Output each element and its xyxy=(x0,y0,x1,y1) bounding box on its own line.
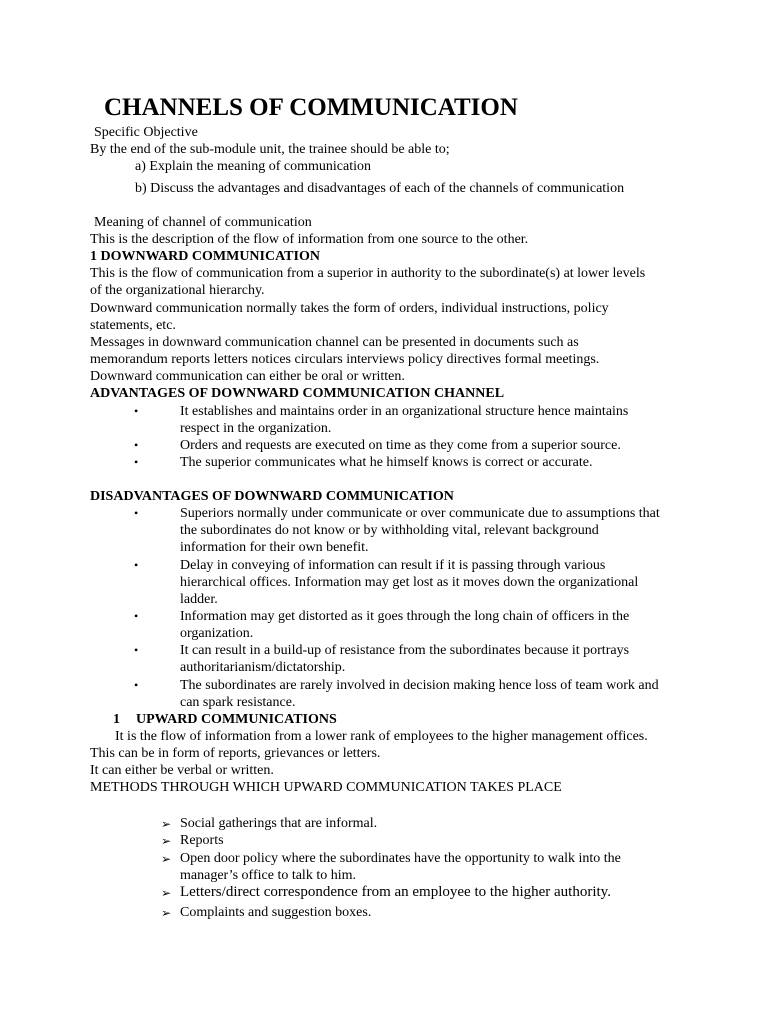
disadvantage-line: can spark resistance. xyxy=(180,695,296,710)
method-line: Complaints and suggestion boxes. xyxy=(180,905,372,920)
disadvantage-line: It can result in a build-up of resistance from the subordinates because it portrays xyxy=(180,643,630,658)
disadvantage-line: Delay in conveying of information can result if it is passing through various xyxy=(180,558,606,573)
meaning-text: This is the description of the flow of information from one source to the other. xyxy=(90,232,529,247)
bullet-icon: • xyxy=(134,506,139,520)
upward-line: It is the flow of information from a lower rank of employees to the higher management offices. xyxy=(115,729,648,744)
upward-line: It can either be verbal or written. xyxy=(90,763,274,778)
advantage-line: Orders and requests are executed on time as they come from a superior source. xyxy=(180,438,621,453)
bullet-icon: • xyxy=(134,558,139,572)
objective-item: a) Explain the meaning of communication xyxy=(135,159,371,174)
disadvantage-line: authoritarianism/dictatorship. xyxy=(180,660,346,675)
method-line: Social gatherings that are informal. xyxy=(180,816,378,831)
bullet-icon: • xyxy=(134,678,139,692)
downward-line: of the organizational hierarchy. xyxy=(90,283,265,298)
arrow-bullet-icon: ➢ xyxy=(161,852,172,866)
disadvantage-line: organization. xyxy=(180,626,254,641)
bullet-icon: • xyxy=(134,455,139,469)
method-line: manager’s office to talk to him. xyxy=(180,868,356,883)
method-line: Open door policy where the subordinates have the opportunity to walk into the xyxy=(180,851,621,866)
downward-line: statements, etc. xyxy=(90,318,176,333)
advantage-line: It establishes and maintains order in an organizational structure hence maintains xyxy=(180,404,629,419)
meaning-heading: Meaning of channel of communication xyxy=(94,215,312,230)
downward-line: Downward communication can either be oral or written. xyxy=(90,369,405,384)
disadvantage-line: Information may get distorted as it goes through the long chain of officers in the xyxy=(180,609,630,624)
advantage-line: respect in the organization. xyxy=(180,421,332,436)
downward-line: This is the flow of communication from a superior in authority to the subordinate(s) at lower levels xyxy=(90,266,646,281)
disadvantage-line: ladder. xyxy=(180,592,218,607)
bullet-icon: • xyxy=(134,609,139,623)
disadvantage-line: The subordinates are rarely involved in decision making hence loss of team work and xyxy=(180,678,659,693)
downward-line: Downward communication normally takes the form of orders, individual instructions, policy xyxy=(90,301,609,316)
method-line: Letters/direct correspondence from an employee to the higher authority. xyxy=(180,884,611,900)
advantages-heading: ADVANTAGES OF DOWNWARD COMMUNICATION CHANNEL xyxy=(90,386,505,401)
upward-line: This can be in form of reports, grievances or letters. xyxy=(90,746,381,761)
bullet-icon: • xyxy=(134,404,139,418)
downward-line: memorandum reports letters notices circulars interviews policy directives formal meetings. xyxy=(90,352,600,367)
arrow-bullet-icon: ➢ xyxy=(161,834,172,848)
downward-heading: 1 DOWNWARD COMMUNICATION xyxy=(90,249,320,264)
objective-heading: Specific Objective xyxy=(94,125,198,140)
bullet-icon: • xyxy=(134,438,139,452)
disadvantage-line: information for their own benefit. xyxy=(180,540,369,555)
upward-number: 1 xyxy=(113,712,120,727)
upward-heading: UPWARD COMMUNICATIONS xyxy=(136,712,337,727)
disadvantage-line: the subordinates do not know or by withholding vital, relevant background xyxy=(180,523,599,538)
advantage-line: The superior communicates what he himself knows is correct or accurate. xyxy=(180,455,593,470)
objective-intro: By the end of the sub-module unit, the trainee should be able to; xyxy=(90,142,450,157)
arrow-bullet-icon: ➢ xyxy=(161,886,172,900)
method-line: Reports xyxy=(180,833,224,848)
arrow-bullet-icon: ➢ xyxy=(161,906,172,920)
document-title: CHANNELS OF COMMUNICATION xyxy=(104,94,518,121)
arrow-bullet-icon: ➢ xyxy=(161,817,172,831)
disadvantage-line: hierarchical offices. Information may get lost as it moves down the organizational xyxy=(180,575,639,590)
downward-line: Messages in downward communication channel can be presented in documents such as xyxy=(90,335,579,350)
methods-heading: METHODS THROUGH WHICH UPWARD COMMUNICATION TAKES PLACE xyxy=(90,780,562,795)
disadvantages-heading: DISADVANTAGES OF DOWNWARD COMMUNICATION xyxy=(90,489,454,504)
bullet-icon: • xyxy=(134,643,139,657)
objective-item: b) Discuss the advantages and disadvantages of each of the channels of communication xyxy=(135,181,625,196)
disadvantage-line: Superiors normally under communicate or over communicate due to assumptions that xyxy=(180,506,660,521)
